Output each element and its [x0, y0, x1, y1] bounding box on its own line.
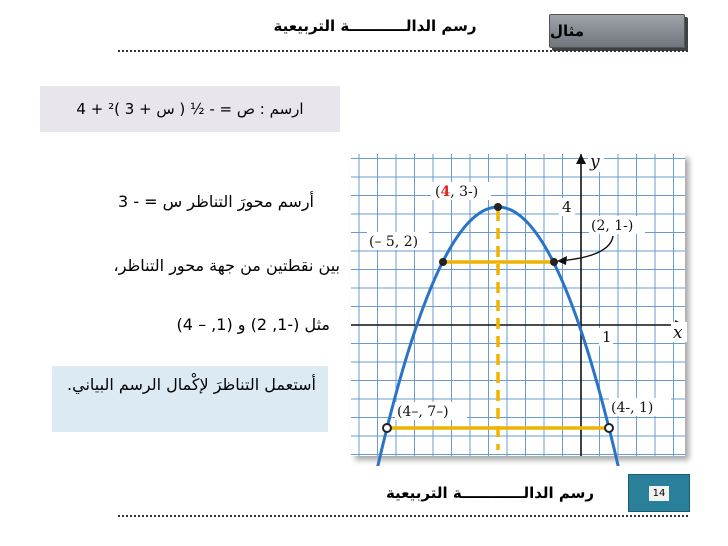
tick-x-1: 1	[602, 328, 612, 346]
step-points-text: بين نقطتين من جهة محور التناظر،	[113, 256, 340, 275]
vertex-point	[494, 203, 502, 211]
header-title: رسم الدالـــــــــــة التربيعية	[273, 17, 477, 35]
footer-divider	[118, 515, 688, 517]
left-top-label: (– 5, 2)	[369, 234, 419, 250]
step-axis-text: أرسم محورَ التناظر س = - 3	[118, 192, 314, 211]
page-number-badge	[628, 474, 690, 512]
tick-y-4: 4	[562, 198, 572, 216]
equation-box	[40, 86, 340, 132]
header-divider	[118, 50, 688, 52]
example-badge: مثال	[549, 14, 685, 48]
equation-text: ارسم : ص = - ½ ( س + 3 )² + 4	[76, 100, 304, 118]
point-right-top	[550, 258, 558, 266]
hint-box	[52, 366, 328, 432]
left-bottom-label: (4–, 7–)	[397, 404, 449, 420]
point-right-bottom	[605, 424, 613, 432]
point-left-top	[439, 258, 447, 266]
page-number: 14	[649, 486, 670, 501]
footer-title: رسم الدالــــــــــــة التربيعية	[385, 484, 595, 502]
vertex-label: (4, 3-)	[435, 184, 479, 200]
step-example-text: مثل (-1, 2) و (1, – 4)	[176, 315, 330, 334]
hint-text: أستعمل التناظرَ لإكْمال الرسم البياني.	[67, 375, 316, 394]
x-axis-label: x	[673, 323, 683, 343]
right-top-label: (2, 1-)	[591, 218, 634, 234]
point-left-bottom	[383, 424, 391, 432]
quadratic-graph	[345, 150, 695, 466]
y-axis-label: y	[590, 152, 600, 172]
right-bottom-label: (4-, 1)	[611, 400, 654, 416]
